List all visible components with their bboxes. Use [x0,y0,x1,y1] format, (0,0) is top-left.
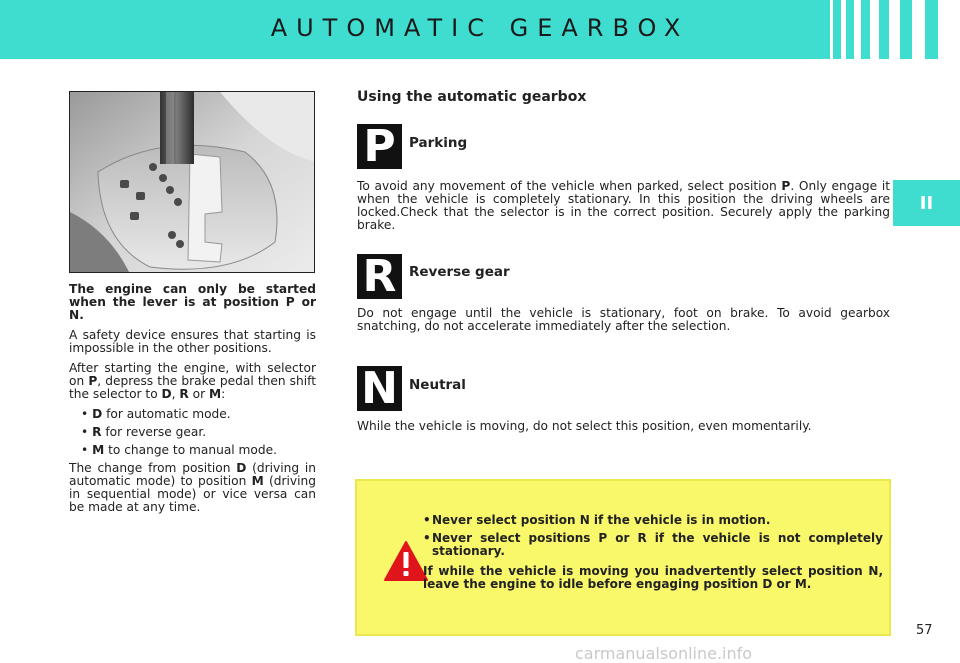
page-number: 57 [916,623,933,638]
mode-change-paragraph: The change from position D (driving in automatic mode) to position M (driving in sequential mode) or vice versa can be made at any time. [69,461,316,514]
neutral-label: Neutral [409,377,466,393]
page-title: AUTOMATIC GEARBOX [270,14,690,42]
chapter-tab: II [893,180,960,226]
reverse-letter-icon: R [357,254,402,299]
list-item: • Never select positions P or R if the vehicle is not completely stationary. [423,532,883,558]
parking-label: Parking [409,135,468,151]
parking-text: To avoid any movement of the vehicle when parked, select position P. Only engage it when the vehicle is completely stationary. In this position the driving wheels are locked.Check that the selector is in the correct position. Securely apply the parking brake. [357,179,890,232]
neutral-letter-icon: N [357,366,402,411]
warning-note: If while the vehicle is moving you inadvertently select position N, leave the engine to idle before engaging position D or M. [423,564,883,591]
mode-list [69,408,316,457]
warning-list [423,514,883,591]
left-column [69,283,316,521]
list-item: • M to change to manual mode. [81,444,316,457]
warning-box [355,479,891,636]
list-item: • R for reverse gear. [81,426,316,439]
gear-selector-photo [69,91,315,273]
list-item: • Never select position N if the vehicle is in motion. [423,514,883,527]
watermark: carmanualsonline.info [575,644,753,663]
list-item: • D for automatic mode. [81,408,316,421]
neutral-text: While the vehicle is moving, do not select this position, even momentarily. [357,419,812,433]
reverse-text: Do not engage until the vehicle is stationary, foot on brake. To avoid gearbox snatching, do not accelerate immediately after the selection. [357,306,890,333]
start-condition-note: The engine can only be started when the lever is at position P or N. [69,282,316,322]
reverse-label: Reverse gear [409,264,510,280]
safety-device-paragraph: A safety device ensures that starting is impossible in the other positions. [69,328,316,355]
section-heading: Using the automatic gearbox [357,89,587,105]
parking-letter-icon: P [357,124,402,169]
header-band [0,0,960,59]
starting-paragraph: After starting the engine, with selector on P, depress the brake pedal then shift the selector to D, R or M: [69,361,316,401]
